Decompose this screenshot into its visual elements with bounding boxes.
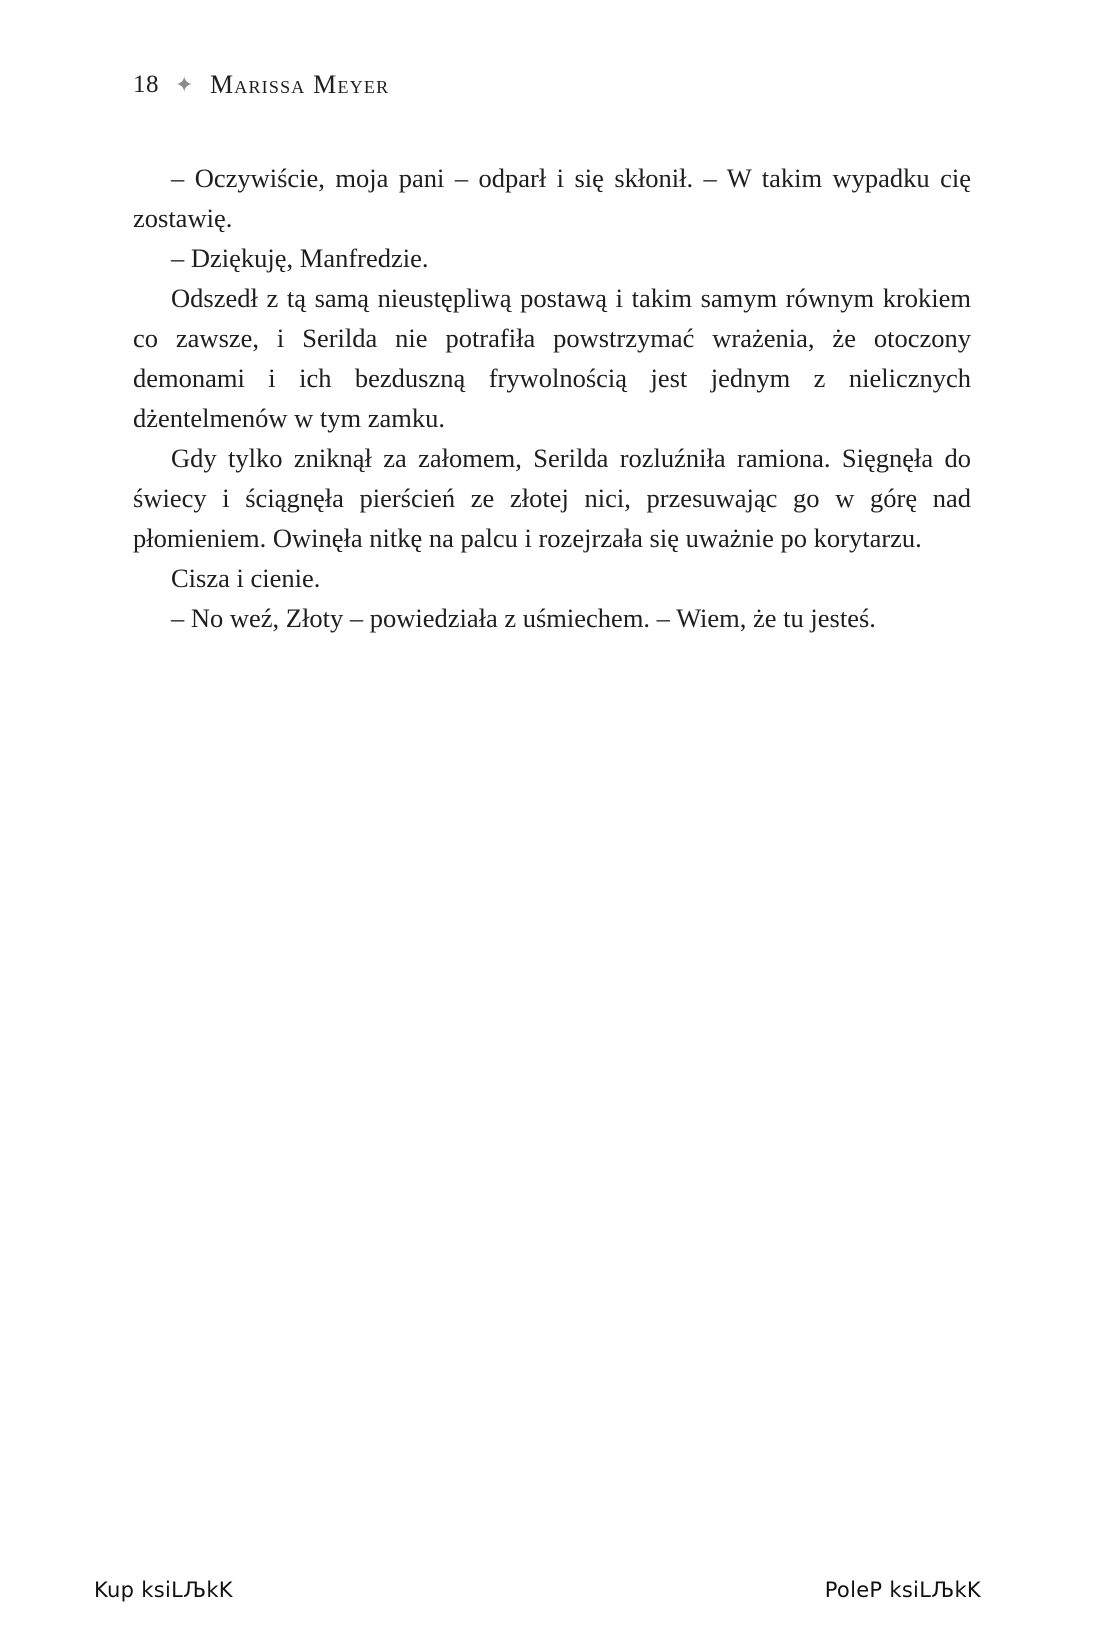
paragraph: – Oczywiście, moja pani – odparł i się skłonił. – W takim wypadku cię zostawię. [133, 163, 971, 233]
page-number: 18 [133, 71, 159, 98]
paragraph: – Dziękuję, Manfredzie. [171, 243, 429, 273]
paragraph: Odszedł z tą samą nieustępliwą postawą i takim samym równym krokiem co zawsze, i Serilda nie potrafiła powstrzymać wrażenia, że otoczony demonami i ich bezduszną frywolnością jest jednym z nielicznych dżentelmenów w tym zamku. [133, 283, 971, 433]
buy-book-link[interactable]: Kup ksiLЉkK [94, 1578, 233, 1602]
paragraph: – No weź, Złoty – powiedziała z uśmiechem. – Wiem, że tu jesteś. [171, 603, 876, 633]
paragraph: Cisza i cienie. [171, 563, 321, 593]
author-name: Marissa Meyer [209, 70, 390, 99]
star-ornament-icon: ✦ [175, 72, 194, 97]
body-text [133, 158, 971, 638]
running-head [133, 70, 389, 100]
paragraph: Gdy tylko zniknął za załomem, Serilda rozluźniła ramiona. Sięgnęła do świecy i ściągnęła pierścień ze złotej nici, przesuwając go w górę nad płomieniem. Owinęła nitkę na palcu i rozejrzała się uważnie po korytarzu. [133, 443, 971, 553]
recommend-book-link[interactable]: PoleP ksiLЉkK [824, 1578, 981, 1602]
